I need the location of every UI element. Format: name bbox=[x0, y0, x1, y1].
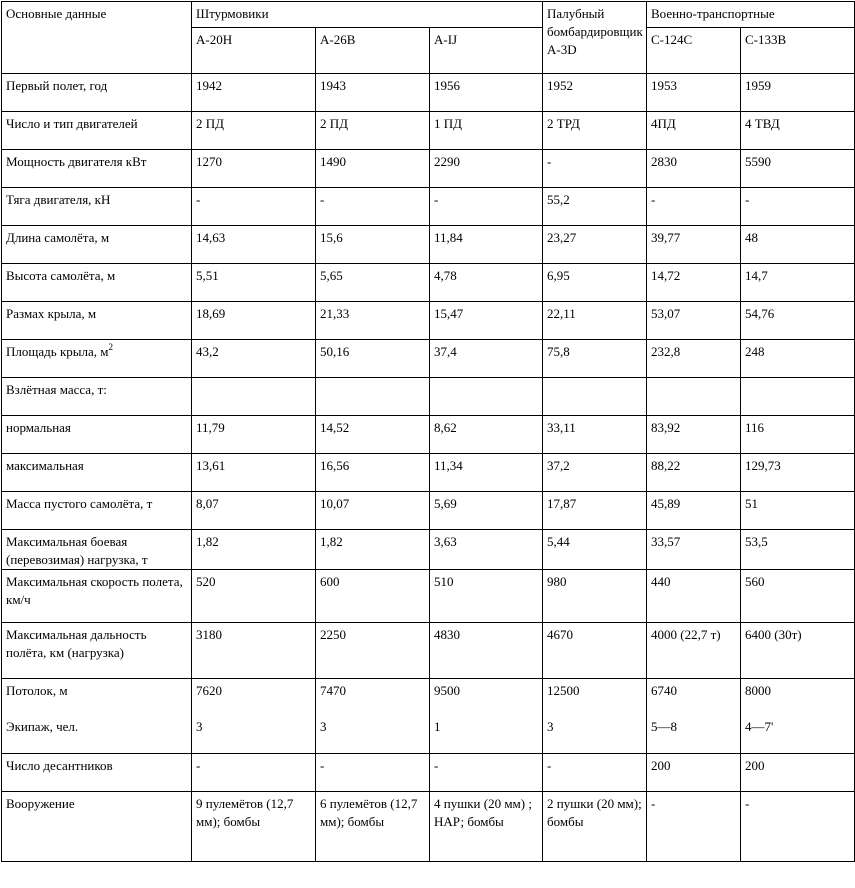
cell-value: 33,11 bbox=[547, 420, 576, 435]
data-cell bbox=[316, 754, 430, 792]
data-cell bbox=[316, 150, 430, 188]
data-cell bbox=[543, 226, 647, 264]
cell-value: 7470 bbox=[320, 683, 346, 698]
data-cell bbox=[192, 679, 316, 754]
cell-value: 5,65 bbox=[320, 268, 343, 283]
cell-value: 1942 bbox=[196, 78, 222, 93]
data-cell bbox=[192, 378, 316, 416]
table-row bbox=[2, 74, 855, 112]
data-cell bbox=[647, 570, 741, 623]
cell-value: 5590 bbox=[745, 154, 771, 169]
data-cell bbox=[430, 530, 543, 570]
cell-value: 2 ТРД bbox=[547, 116, 580, 131]
data-cell bbox=[543, 112, 647, 150]
cell-value: 2 ПД bbox=[320, 116, 349, 131]
data-cell bbox=[316, 74, 430, 112]
data-cell bbox=[647, 150, 741, 188]
cell-value: - bbox=[547, 758, 552, 773]
data-cell bbox=[192, 623, 316, 679]
data-cell bbox=[647, 454, 741, 492]
data-cell bbox=[430, 492, 543, 530]
row-label-text: Вооружение bbox=[6, 796, 75, 811]
data-cell bbox=[192, 188, 316, 226]
data-cell bbox=[192, 302, 316, 340]
data-cell bbox=[316, 792, 430, 862]
data-cell bbox=[192, 226, 316, 264]
header-group-transport: Военно-транспортные bbox=[647, 2, 855, 28]
cell-value: 248 bbox=[745, 344, 765, 359]
cell-value: 8,07 bbox=[196, 496, 219, 511]
data-cell bbox=[430, 454, 543, 492]
cell-value: - bbox=[196, 758, 201, 773]
cell-value: 16,56 bbox=[320, 458, 350, 473]
cell-value: 54,76 bbox=[745, 306, 775, 321]
row-label bbox=[2, 679, 192, 754]
cell-value: 232,8 bbox=[651, 344, 681, 359]
data-cell bbox=[741, 150, 855, 188]
cell-value: 13,61 bbox=[196, 458, 226, 473]
data-cell bbox=[316, 264, 430, 302]
data-cell bbox=[316, 416, 430, 454]
cell-value: 6740 bbox=[651, 683, 677, 698]
cell-value: 23,27 bbox=[547, 230, 577, 245]
data-cell bbox=[647, 226, 741, 264]
data-cell bbox=[430, 792, 543, 862]
cell-value: 4—7' bbox=[745, 719, 774, 734]
cell-value: 53,5 bbox=[745, 534, 768, 549]
superscript: 2 bbox=[108, 342, 113, 352]
data-cell bbox=[316, 188, 430, 226]
cell-value: - bbox=[547, 154, 552, 169]
row-label-text: Максимальная боевая (перевозимая) нагрузка, т bbox=[6, 534, 148, 567]
data-cell bbox=[316, 492, 430, 530]
cell-value: 520 bbox=[196, 574, 216, 589]
data-cell bbox=[316, 623, 430, 679]
cell-value: 1,82 bbox=[196, 534, 219, 549]
data-cell bbox=[430, 74, 543, 112]
table-row bbox=[2, 754, 855, 792]
aircraft-specs-table bbox=[1, 1, 855, 862]
row-label bbox=[2, 754, 192, 792]
cell-value: 6400 (30т) bbox=[745, 627, 802, 642]
row-label-text: максимальная bbox=[6, 458, 84, 473]
data-cell bbox=[192, 754, 316, 792]
header-group-attack: Штурмовики bbox=[192, 2, 543, 28]
data-cell bbox=[192, 340, 316, 378]
data-cell bbox=[543, 340, 647, 378]
row-label-text: Первый полет, год bbox=[6, 78, 108, 93]
header-group-carrier-bomber: Палубный бомбардировщик А-3D bbox=[543, 2, 647, 74]
data-cell bbox=[741, 416, 855, 454]
data-cell bbox=[647, 792, 741, 862]
cell-value: 11,34 bbox=[434, 458, 463, 473]
data-cell bbox=[543, 454, 647, 492]
table-row bbox=[2, 150, 855, 188]
cell-value: 1952 bbox=[547, 78, 573, 93]
cell-value: 9500 bbox=[434, 683, 460, 698]
cell-value: 48 bbox=[745, 230, 758, 245]
row-label bbox=[2, 416, 192, 454]
cell-value: 1490 bbox=[320, 154, 346, 169]
data-cell bbox=[741, 340, 855, 378]
data-cell bbox=[316, 302, 430, 340]
row-label-text: Число и тип двигателей bbox=[6, 116, 138, 131]
cell-value: 39,77 bbox=[651, 230, 681, 245]
data-cell bbox=[741, 302, 855, 340]
table-row bbox=[2, 792, 855, 862]
cell-value: 3 bbox=[196, 719, 203, 734]
cell-value: 1956 bbox=[434, 78, 460, 93]
row-label-text: Размах крыла, м bbox=[6, 306, 97, 321]
header-model: А-26В bbox=[316, 28, 430, 74]
cell-value: 14,63 bbox=[196, 230, 226, 245]
data-cell bbox=[741, 492, 855, 530]
row-label bbox=[2, 264, 192, 302]
header-model: С-124С bbox=[647, 28, 741, 74]
cell-value: 15,47 bbox=[434, 306, 464, 321]
cell-value: - bbox=[434, 758, 439, 773]
cell-value: 18,69 bbox=[196, 306, 226, 321]
cell-value: 4ПД bbox=[651, 116, 676, 131]
data-cell bbox=[741, 754, 855, 792]
cell-value: 8000 bbox=[745, 683, 771, 698]
table-row bbox=[2, 570, 855, 623]
data-cell bbox=[316, 679, 430, 754]
cell-value: 33,57 bbox=[651, 534, 681, 549]
cell-value: 11,79 bbox=[196, 420, 225, 435]
data-cell bbox=[543, 792, 647, 862]
cell-value: 3180 bbox=[196, 627, 222, 642]
cell-value: 1 bbox=[434, 719, 441, 734]
data-cell bbox=[430, 679, 543, 754]
data-cell bbox=[316, 570, 430, 623]
cell-value: 51 bbox=[745, 496, 758, 511]
row-label bbox=[2, 792, 192, 862]
data-cell bbox=[430, 226, 543, 264]
data-cell bbox=[647, 679, 741, 754]
data-cell bbox=[192, 150, 316, 188]
cell-value: 200 bbox=[651, 758, 671, 773]
cell-value: 2290 bbox=[434, 154, 460, 169]
data-cell bbox=[430, 754, 543, 792]
data-cell bbox=[430, 150, 543, 188]
cell-value: 3,63 bbox=[434, 534, 457, 549]
table-row bbox=[2, 378, 855, 416]
table-row bbox=[2, 454, 855, 492]
data-cell bbox=[192, 570, 316, 623]
row-label bbox=[2, 570, 192, 623]
data-cell bbox=[647, 623, 741, 679]
data-cell bbox=[430, 378, 543, 416]
cell-value: 37,2 bbox=[547, 458, 570, 473]
cell-value: 980 bbox=[547, 574, 567, 589]
data-cell bbox=[543, 188, 647, 226]
row-label-text: Максимальная дальность полёта, км (нагрузка) bbox=[6, 627, 147, 660]
cell-value: 1953 bbox=[651, 78, 677, 93]
data-cell bbox=[430, 264, 543, 302]
row-label bbox=[2, 378, 192, 416]
cell-value: 3 bbox=[320, 719, 327, 734]
row-label bbox=[2, 74, 192, 112]
data-cell bbox=[543, 150, 647, 188]
data-cell bbox=[430, 302, 543, 340]
table-row bbox=[2, 188, 855, 226]
cell-value: 21,33 bbox=[320, 306, 350, 321]
data-cell bbox=[543, 74, 647, 112]
row-label bbox=[2, 530, 192, 570]
row-label-text: Тяга двигателя, кН bbox=[6, 192, 111, 207]
header-model: А-IJ bbox=[430, 28, 543, 74]
row-label-text: Максимальная скорость полета, км/ч bbox=[6, 574, 183, 607]
cell-value: 14,7 bbox=[745, 268, 768, 283]
cell-value: 45,89 bbox=[651, 496, 681, 511]
table-row bbox=[2, 623, 855, 679]
data-cell bbox=[316, 378, 430, 416]
cell-value: 55,2 bbox=[547, 192, 570, 207]
cell-value: 1270 bbox=[196, 154, 222, 169]
row-label bbox=[2, 150, 192, 188]
row-label-text: Длина самолёта, м bbox=[6, 230, 110, 245]
data-cell bbox=[192, 454, 316, 492]
data-cell bbox=[741, 530, 855, 570]
cell-value: 6,95 bbox=[547, 268, 570, 283]
cell-value: 8,62 bbox=[434, 420, 457, 435]
row-label-text: Высота самолёта, м bbox=[6, 268, 116, 283]
cell-value: - bbox=[651, 796, 656, 811]
row-label-text: Мощность двигателя кВт bbox=[6, 154, 147, 169]
cell-value: 1,82 bbox=[320, 534, 343, 549]
table-row bbox=[2, 302, 855, 340]
row-label bbox=[2, 112, 192, 150]
row-label-text: Экипаж, чел. bbox=[6, 719, 79, 734]
data-cell bbox=[543, 264, 647, 302]
cell-value: 2 пушки (20 мм); бомбы bbox=[547, 796, 642, 829]
cell-value: - bbox=[320, 758, 325, 773]
cell-value: 5,44 bbox=[547, 534, 570, 549]
cell-value: - bbox=[651, 192, 656, 207]
cell-value: 5,69 bbox=[434, 496, 457, 511]
data-cell bbox=[647, 530, 741, 570]
cell-value: 14,52 bbox=[320, 420, 350, 435]
cell-value: 75,8 bbox=[547, 344, 570, 359]
table-row bbox=[2, 679, 855, 754]
data-cell bbox=[316, 226, 430, 264]
cell-value: 1 ПД bbox=[434, 116, 463, 131]
cell-value: 6 пулемётов (12,7 мм); бомбы bbox=[320, 796, 418, 829]
data-cell bbox=[543, 492, 647, 530]
table-row bbox=[2, 340, 855, 378]
data-cell bbox=[741, 623, 855, 679]
cell-value: 4 пушки (20 мм) ; НАР; бомбы bbox=[434, 796, 532, 829]
cell-value: 11,84 bbox=[434, 230, 463, 245]
cell-value: - bbox=[196, 192, 201, 207]
row-label-text: нормальная bbox=[6, 420, 71, 435]
data-cell bbox=[430, 340, 543, 378]
cell-value: 2 ПД bbox=[196, 116, 225, 131]
row-label-text: Площадь крыла, м bbox=[6, 344, 109, 359]
table-row bbox=[2, 226, 855, 264]
data-cell bbox=[647, 416, 741, 454]
row-label bbox=[2, 302, 192, 340]
data-cell bbox=[192, 264, 316, 302]
data-cell bbox=[543, 378, 647, 416]
header-model: С-133В bbox=[741, 28, 855, 74]
row-label bbox=[2, 188, 192, 226]
data-cell bbox=[741, 188, 855, 226]
data-cell bbox=[430, 112, 543, 150]
data-cell bbox=[543, 530, 647, 570]
cell-value: 560 bbox=[745, 574, 765, 589]
header-basic-data: Основные данные bbox=[2, 2, 192, 74]
cell-value: 83,92 bbox=[651, 420, 681, 435]
row-label bbox=[2, 454, 192, 492]
cell-value: 200 bbox=[745, 758, 765, 773]
data-cell bbox=[741, 74, 855, 112]
data-cell bbox=[430, 416, 543, 454]
cell-value: 88,22 bbox=[651, 458, 681, 473]
cell-value: 15,6 bbox=[320, 230, 343, 245]
cell-value: 4830 bbox=[434, 627, 460, 642]
cell-value: - bbox=[434, 192, 439, 207]
data-cell bbox=[192, 492, 316, 530]
cell-value: 1959 bbox=[745, 78, 771, 93]
table-row bbox=[2, 530, 855, 570]
header-row-groups bbox=[2, 2, 855, 28]
data-cell bbox=[316, 454, 430, 492]
data-cell bbox=[192, 74, 316, 112]
data-cell bbox=[741, 679, 855, 754]
data-cell bbox=[192, 112, 316, 150]
data-cell bbox=[741, 570, 855, 623]
data-cell bbox=[647, 188, 741, 226]
data-cell bbox=[741, 378, 855, 416]
data-cell bbox=[647, 74, 741, 112]
cell-value: 10,07 bbox=[320, 496, 350, 511]
data-cell bbox=[192, 530, 316, 570]
row-label bbox=[2, 492, 192, 530]
cell-value: 3 bbox=[547, 719, 554, 734]
table-row bbox=[2, 264, 855, 302]
data-cell bbox=[741, 112, 855, 150]
cell-value: 43,2 bbox=[196, 344, 219, 359]
data-cell bbox=[741, 454, 855, 492]
cell-value: 2830 bbox=[651, 154, 677, 169]
row-label-text: Число десантников bbox=[6, 758, 113, 773]
table-row bbox=[2, 416, 855, 454]
data-cell bbox=[192, 416, 316, 454]
cell-value: 5—8 bbox=[651, 719, 677, 734]
data-cell bbox=[647, 340, 741, 378]
data-cell bbox=[316, 530, 430, 570]
data-cell bbox=[741, 264, 855, 302]
cell-value: 4000 (22,7 т) bbox=[651, 627, 721, 642]
cell-value: 116 bbox=[745, 420, 765, 435]
data-cell bbox=[316, 112, 430, 150]
cell-value: - bbox=[745, 796, 750, 811]
cell-value: 4 ТВД bbox=[745, 116, 780, 131]
row-label-text: Масса пустого самолёта, т bbox=[6, 496, 153, 511]
data-cell bbox=[741, 792, 855, 862]
data-cell bbox=[543, 623, 647, 679]
cell-value: 2250 bbox=[320, 627, 346, 642]
cell-value: - bbox=[745, 192, 750, 207]
data-cell bbox=[543, 679, 647, 754]
data-cell bbox=[430, 623, 543, 679]
data-cell bbox=[647, 264, 741, 302]
cell-value: 129,73 bbox=[745, 458, 781, 473]
cell-value: 12500 bbox=[547, 683, 580, 698]
data-cell bbox=[543, 570, 647, 623]
cell-value: 4670 bbox=[547, 627, 573, 642]
row-label bbox=[2, 623, 192, 679]
data-cell bbox=[316, 340, 430, 378]
table-row bbox=[2, 492, 855, 530]
cell-value: 50,16 bbox=[320, 344, 350, 359]
row-label-text: Потолок, м bbox=[6, 683, 68, 698]
row-label-text: Взлётная масса, т: bbox=[6, 382, 107, 397]
cell-value: 17,87 bbox=[547, 496, 577, 511]
cell-value: 440 bbox=[651, 574, 671, 589]
row-label bbox=[2, 226, 192, 264]
data-cell bbox=[647, 492, 741, 530]
row-label bbox=[2, 340, 192, 378]
header-model: А-20Н bbox=[192, 28, 316, 74]
data-cell bbox=[543, 302, 647, 340]
data-cell bbox=[647, 112, 741, 150]
data-cell bbox=[430, 188, 543, 226]
table-row bbox=[2, 112, 855, 150]
cell-value: 9 пулемётов (12,7 мм); бомбы bbox=[196, 796, 294, 829]
cell-value: - bbox=[320, 192, 325, 207]
data-cell bbox=[192, 792, 316, 862]
cell-value: 37,4 bbox=[434, 344, 457, 359]
data-cell bbox=[647, 754, 741, 792]
data-cell bbox=[430, 570, 543, 623]
cell-value: 53,07 bbox=[651, 306, 681, 321]
data-cell bbox=[647, 302, 741, 340]
cell-value: 22,11 bbox=[547, 306, 576, 321]
cell-value: 5,51 bbox=[196, 268, 219, 283]
data-cell bbox=[647, 378, 741, 416]
cell-value: 7620 bbox=[196, 683, 222, 698]
data-cell bbox=[543, 754, 647, 792]
data-cell bbox=[741, 226, 855, 264]
cell-value: 4,78 bbox=[434, 268, 457, 283]
cell-value: 600 bbox=[320, 574, 340, 589]
cell-value: 510 bbox=[434, 574, 454, 589]
data-cell bbox=[543, 416, 647, 454]
cell-value: 14,72 bbox=[651, 268, 681, 283]
cell-value: 1943 bbox=[320, 78, 346, 93]
